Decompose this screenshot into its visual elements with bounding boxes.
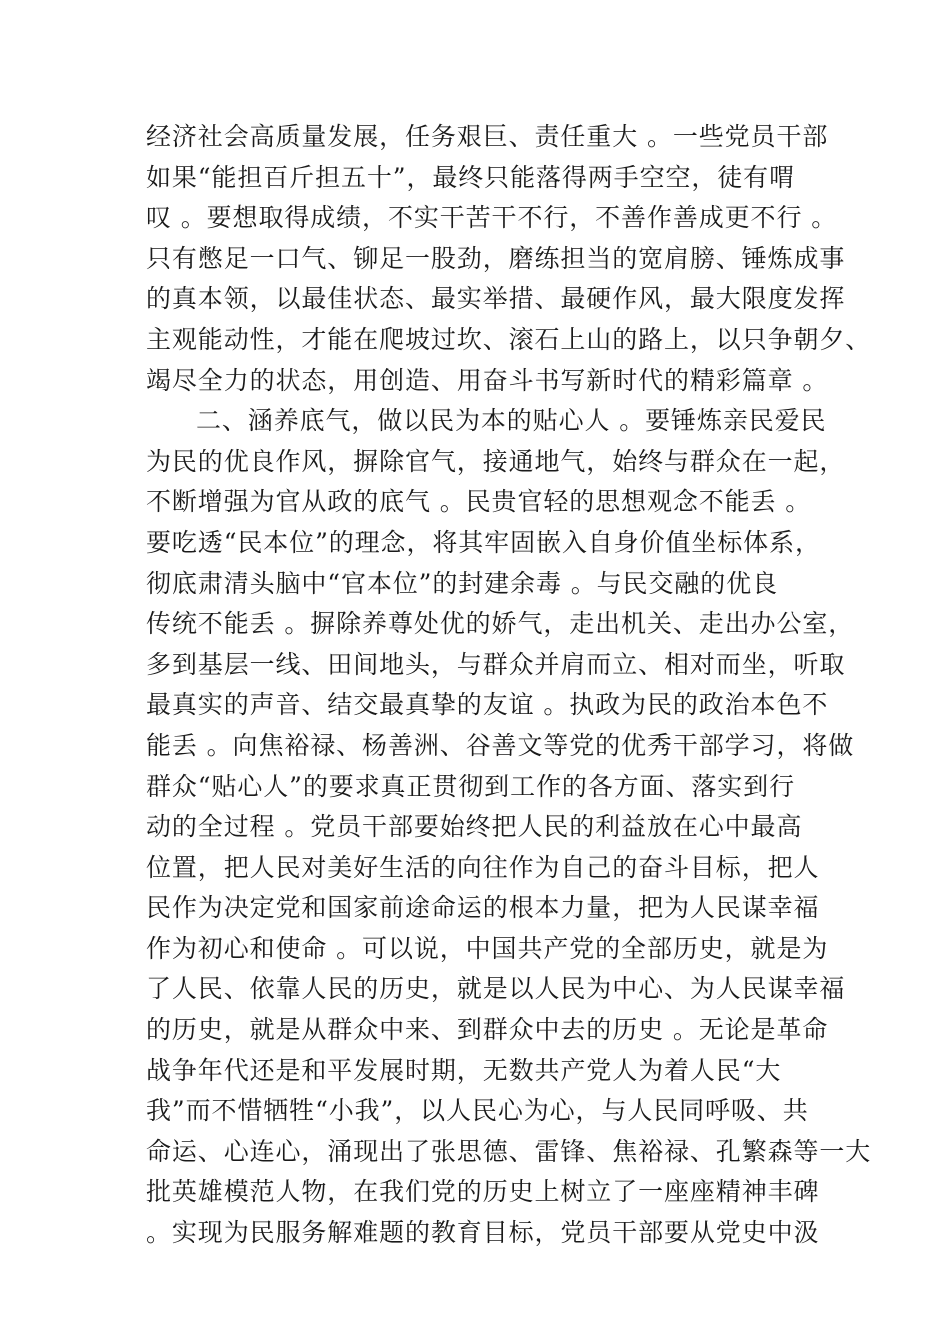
- text-line: 最真实的声音、结交最真挚的友谊 。执政为民的政治本色不: [146, 690, 829, 720]
- text-line: 传统不能丢 。摒除养尊处优的娇气，走出机关、走出办公室，: [146, 609, 855, 639]
- text-line: 只有憋足一口气、铆足一股劲，磨练担当的宽肩膀、锤炼成事: [146, 243, 846, 273]
- text-line: 要吃透“民本位”的理念，将其牢固嵌入自身价值坐标体系，: [146, 527, 821, 557]
- text-line: 叹 。要想取得成绩，不实干苦干不行，不善作善成更不行 。: [146, 203, 838, 233]
- text-line: 主观能动性，才能在爬坡过坎、滚石上山的路上，以只争朝夕、: [146, 324, 872, 354]
- text-line: 彻底肃清头脑中“官本位”的封建余毒 。与民交融的优良: [146, 568, 778, 598]
- text-line: 能丢 。向焦裕禄、杨善洲、谷善文等党的优秀干部学习，将做: [146, 730, 855, 760]
- text-line: 经济社会高质量发展，任务艰巨、责任重大 。一些党员干部: [146, 122, 829, 151]
- text-line: 我”而不惜牺牲“小我”，以人民心为心，与人民同呼吸、共: [146, 1096, 809, 1126]
- text-line: 竭尽全力的状态，用创造、用奋斗书写新时代的精彩篇章 。: [146, 365, 829, 395]
- text-line: 多到基层一线、田间地头，与群众并肩而立、相对而坐，听取: [146, 649, 846, 679]
- text-line: 批英雄模范人物，在我们党的历史上树立了一座座精神丰碑: [146, 1177, 820, 1207]
- text-line: 为民的优良作风，摒除官气，接通地气，始终与群众在一起，: [146, 446, 846, 476]
- section-heading-line: 二、涵养底气，做以民为本的贴心人 。要锤炼亲民爱民: [196, 406, 827, 436]
- text-line: 的历史，就是从群众中来、到群众中去的历史 。无论是革命: [146, 1015, 829, 1045]
- text-line: 作为初心和使命 。可以说，中国共产党的全部历史，就是为: [146, 933, 829, 963]
- text-line: 动的全过程 。党员干部要始终把人民的利益放在心中最高: [146, 812, 803, 842]
- text-line: 命运、心连心，涌现出了张思德、雷锋、焦裕禄、孔繁森等一大: [146, 1136, 872, 1166]
- text-line: 如果“能担百斤担五十”，最终只能落得两手空空，徒有喟: [146, 162, 795, 192]
- text-line: 了人民、依靠人民的历史，就是以人民为中心、为人民谋幸福: [146, 974, 846, 1004]
- text-line: 战争年代还是和平发展时期，无数共产党人为着人民“大: [146, 1055, 782, 1085]
- text-line: 民作为决定党和国家前途命运的根本力量，把为人民谋幸福: [146, 893, 820, 923]
- body-text: [146, 117, 872, 1254]
- text-line: 。实现为民服务解难题的教育目标，党员干部要从党史中汲: [146, 1218, 820, 1248]
- text-line: 不断增强为官从政的底气 。民贵官轻的思想观念不能丢 。: [146, 487, 812, 517]
- text-line: 群众“贴心人”的要求真正贯彻到工作的各方面、落实到行: [146, 771, 795, 801]
- text-line: 位置，把人民对美好生活的向往作为自己的奋斗目标，把人: [146, 852, 820, 882]
- text-line: 的真本领，以最佳状态、最实举措、最硬作风，最大限度发挥: [146, 284, 846, 314]
